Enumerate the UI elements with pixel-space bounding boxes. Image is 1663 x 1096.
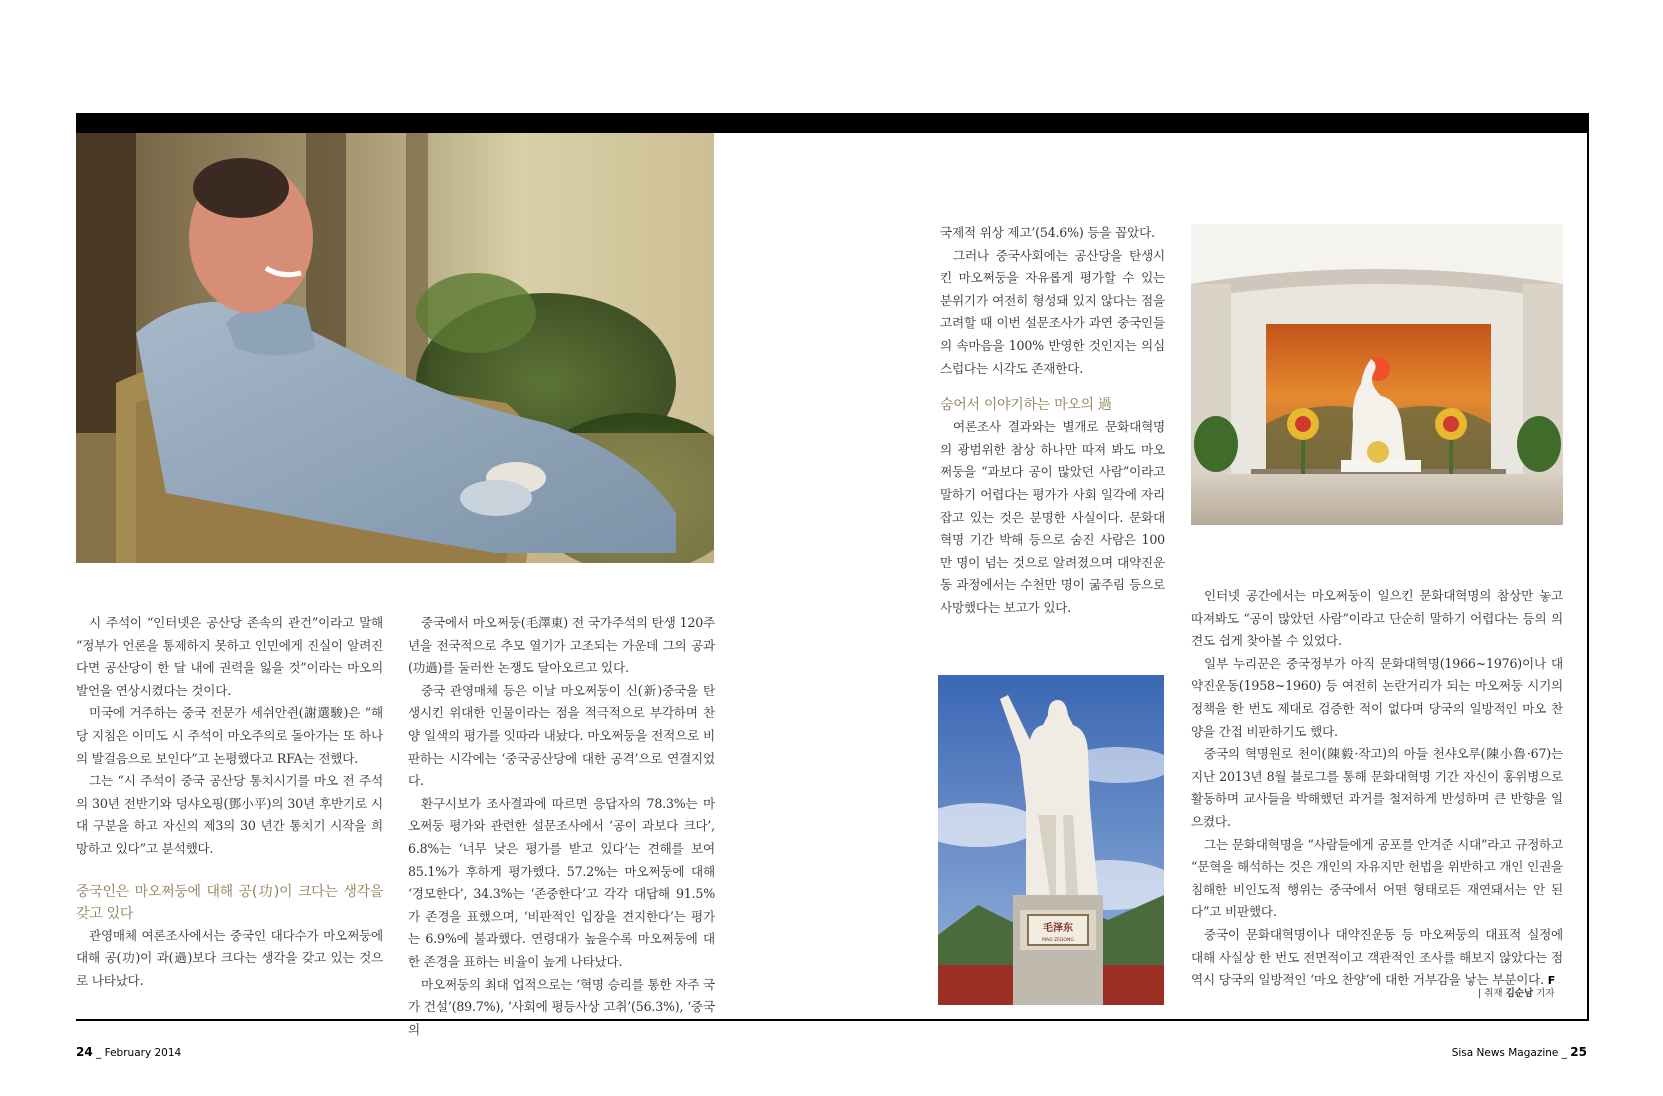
memorial-hall-photo bbox=[1191, 224, 1563, 525]
paragraph: 시 주석이 “인터넷은 공산당 존속의 관건”이라고 말해 “정부가 언론을 통제하지 못하고 인민에게 진실이 알려진다면 공산당이 한 달 내에 권력을 잃을 것”이라는 마오의 발언을 연상시켰다는 것이다. bbox=[76, 615, 383, 698]
paragraph: 중국에서 마오쩌둥(毛澤東) 전 국가주석의 탄생 120주년을 전국적으로 추모 열기가 고조되는 가운데 그의 공과(功過)를 둘러싼 논쟁도 달아오르고 있다. bbox=[408, 615, 715, 676]
footer-left bbox=[76, 1045, 181, 1059]
paragraph: 관영매체 여론조사에서는 중국인 대다수가 마오쩌둥에 대해 공(功)이 과(過)보다 크다는 생각을 갖고 있는 것으로 나타났다. bbox=[76, 927, 383, 988]
page-number-left: 24 bbox=[76, 1045, 93, 1059]
article-column-3 bbox=[940, 222, 1165, 620]
paragraph: 그는 문화대혁명을 “사람들에게 공포를 안겨준 시대”라고 규정하고 “문혁을 해석하는 것은 개인의 자유지만 헌법을 위반하고 개인 인권을 침해한 비인도적 행위는 중국에서 어떤 형태로든 재연돼서는 안 된다”고 비판했다. bbox=[1191, 836, 1563, 920]
mao-portrait-photo bbox=[76, 133, 714, 563]
paragraph: 인터넷 공간에서는 마오쩌둥이 일으킨 문화대혁명의 참상만 놓고 따져봐도 “공이 많았던 사람”이라고 단순히 말하기 어렵다는 등의 의견도 쉽게 찾아볼 수 있었다. bbox=[1191, 588, 1563, 649]
article-column-4 bbox=[1191, 585, 1563, 993]
paragraph: 미국에 거주하는 중국 전문가 세쉬안쥔(謝選駿)은 “해당 지침은 이미도 시 주석이 마오주의로 돌아가는 또 하나의 발걸음으로 보인다”고 논평했다고 RFA는 전했다. bbox=[76, 705, 383, 766]
paragraph bbox=[1191, 924, 1563, 993]
byline-suffix: 기자 bbox=[1536, 988, 1555, 999]
section-subhead: 중국인은 마오쩌둥에 대해 공(功)이 크다는 생각을 갖고 있다 bbox=[76, 883, 383, 922]
paragraph-text: 중국이 문화대혁명이나 대약진운동 등 마오쩌둥의 대표적 실정에 대해 사실상 한 번도 전면적이고 객관적인 조사를 해보지 않았다는 점 역시 당국의 일방적인 ‘마오 찬양’에 대한 거부감을 낳는 부분이다. bbox=[1191, 926, 1563, 988]
paragraph: 여론조사 결과와는 별개로 문화대혁명의 광범위한 참상 하나만 따져 봐도 마오쩌둥을 “과보다 공이 많았던 사람”이라고 말하기 어렵다는 평가가 사회 일각에 자리 잡고 있는 것은 분명한 사실이다. 문화대혁명 기간 박해 등으로 숨진 사람은 100만 명이 넘는 것으로 알려졌으며 대약진운동 과정에서는 수천만 명이 굶주림 등으로 사망했다는 보고가 있다. bbox=[940, 419, 1165, 615]
paragraph: 마오쩌둥의 최대 업적으로는 ‘혁명 승리를 통한 자주 국가 건설’(89.7%), ‘사회에 평등사상 고취’(56.3%), ‘중국의 bbox=[408, 976, 715, 1037]
paragraph: 그러나 중국사회에는 공산당을 탄생시킨 마오쩌둥을 자유롭게 평가할 수 있는 분위기가 여전히 형성돼 있지 않다는 점을 고려할 때 이번 설문조사가 과연 중국인들의 속마음을 100% 반영한 것인지는 의심스럽다는 시각도 존재한다. bbox=[940, 247, 1165, 376]
paragraph: 중국의 혁명원로 천이(陳毅·작고)의 아들 천샤오루(陳小魯·67)는 지난 2013년 8월 블로그를 통해 문화대혁명 기간 자신이 홍위병으로 활동하며 교사들을 박해했던 과거를 철저하게 반성하며 큰 반향을 일으켰다. bbox=[1191, 746, 1563, 829]
end-mark: F bbox=[1547, 974, 1556, 988]
paragraph: 국제적 위상 제고’(54.6%) 등을 꼽았다. bbox=[940, 225, 1155, 240]
article-column-2 bbox=[408, 612, 715, 1041]
byline-name: 김순남 bbox=[1505, 988, 1534, 999]
page-number-right: 25 bbox=[1570, 1045, 1587, 1059]
article-column-1 bbox=[76, 612, 383, 992]
byline-prefix: | 취재 bbox=[1478, 988, 1503, 999]
plaque-sub-text: MAO ZEDONG bbox=[1042, 938, 1074, 943]
footer-date: _ February 2014 bbox=[96, 1047, 182, 1059]
paragraph: 그는 “시 주석이 중국 공산당 통치시기를 마오 전 주석의 30년 전반기와 덩샤오핑(鄧小平)의 30년 후반기로 시대 구분을 하고 자신의 제3의 30 년간 통치기 시작을 희망하고 있다”고 분석했다. bbox=[76, 773, 383, 856]
plaque-main-text: 毛泽东 bbox=[1043, 923, 1073, 934]
top-black-bar bbox=[76, 113, 1588, 133]
footer-right bbox=[1452, 1045, 1587, 1059]
section-subhead: 숨어서 이야기하는 마오의 過 bbox=[940, 397, 1112, 414]
byline bbox=[1478, 985, 1555, 999]
paragraph: 환구시보가 조사결과에 따르면 응답자의 78.3%는 마오쩌둥 평가와 관련한 설문조사에서 ‘공이 과보다 크다’, 6.8%는 ‘너무 낮은 평가를 받고 있다’는 견해를 보여 85.1%가 후하게 평가했다. 57.2%는 마오쩌둥에 대해 ‘경모한다’, 34.3%는 ‘존중한다’고 각각 대답해 91.5%가 존경을 표했으며, ‘비판적인 입장을 견지한다’는 평가는 6.9%에 불과했다. 연령대가 높을수록 마오쩌둥에 대한 존경을 표하는 비율이 높게 나타났다. bbox=[408, 795, 715, 969]
mao-statue-photo bbox=[938, 675, 1164, 1005]
right-frame-line bbox=[1587, 113, 1589, 1020]
paragraph: 중국 관영매체 등은 이날 마오쩌둥이 신(新)중국을 탄생시킨 위대한 인물이라는 점을 적극적으로 부각하며 찬양 일색의 평가를 잇따라 내놨다. 마오쩌둥을 전적으로 비판하는 시각에는 ‘중국공산당에 대한 공격’으로 연결지었다. bbox=[408, 682, 715, 789]
footer-magazine: Sisa News Magazine _ bbox=[1451, 1047, 1567, 1059]
paragraph: 일부 누리꾼은 중국정부가 아직 문화대혁명(1966~1976)이나 대약진운동(1958~1960) 등 여전히 논란거리가 되는 마오쩌둥 시기의 정책을 한 번도 제대로 검증한 적이 없다며 당국의 일방적인 마오 찬양을 간접 비판하기도 했다. bbox=[1191, 655, 1563, 739]
bottom-rule bbox=[76, 1019, 1589, 1021]
